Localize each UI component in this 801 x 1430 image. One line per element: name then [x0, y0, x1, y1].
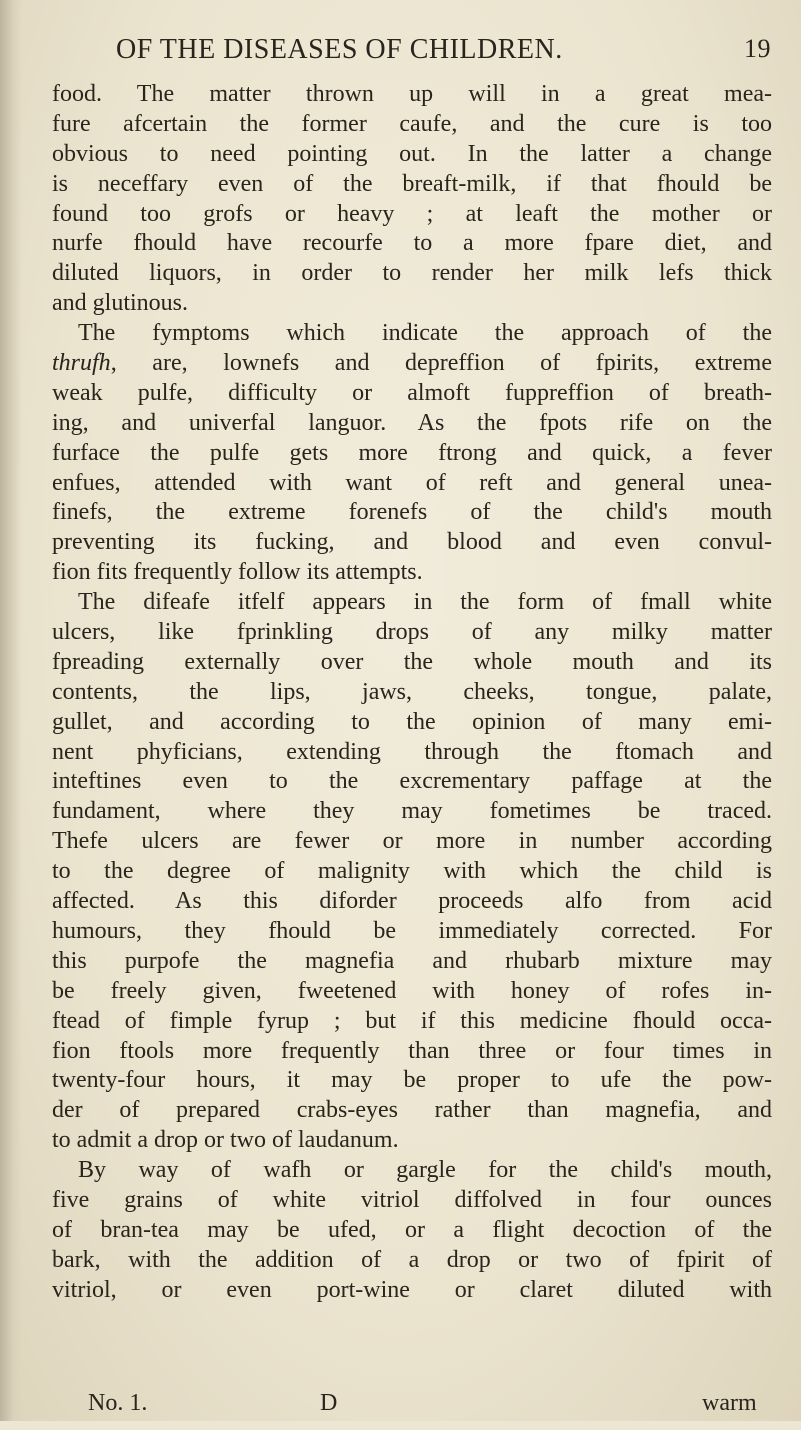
text-line: fpreading externally over the whole mouth and its	[52, 648, 772, 675]
gutter-shadow	[0, 0, 22, 1421]
text-line: fundament, where they may fometimes be traced.	[52, 798, 772, 825]
text-line: furface the pulfe gets more ftrong and quick, a fever	[52, 439, 772, 466]
running-head	[116, 34, 776, 70]
text-line: bark, with the addition of a drop or two of fpirit of	[52, 1246, 772, 1273]
page-number: 19	[744, 34, 771, 63]
text-line: ftead of fimple fyrup ; but if this medicine fhould occa-	[52, 1007, 772, 1034]
text-line: The difeafe itfelf appears in the form of fmall white	[78, 589, 772, 616]
text-line: By way of wafh or gargle for the child's mouth,	[78, 1157, 772, 1184]
text-line: fion fits frequently follow its attempts.	[52, 559, 423, 586]
text-line: Thefe ulcers are fewer or more in number according	[52, 828, 772, 855]
text-line: enfues, attended with want of reft and general unea-	[52, 469, 772, 496]
text-line: fion ftools more frequently than three or four times in	[52, 1037, 772, 1064]
text-line: and glutinous.	[52, 290, 188, 317]
text-line: five grains of white vitriol diffolved in four ounces	[52, 1186, 772, 1213]
text-line: affected. As this diforder proceeds alfo from acid	[52, 888, 772, 915]
text-line: food. The matter thrown up will in a great mea-	[52, 81, 772, 107]
italic-term: thrufh	[52, 350, 111, 377]
text-line: found too grofs or heavy ; at leaft the mother or	[52, 200, 772, 227]
text-line: fure afcertain the former caufe, and the cure is too	[52, 110, 772, 137]
text-line: contents, the lips, jaws, cheeks, tongue, palate,	[52, 678, 772, 705]
text-line: of bran-tea may be ufed, or a flight decoction of the	[52, 1216, 772, 1243]
text-line: twenty-four hours, it may be proper to ufe the pow-	[52, 1067, 772, 1094]
text-line: nent phyficians, extending through the ftomach and	[52, 738, 772, 765]
catchword: warm	[702, 1390, 757, 1416]
text-line: diluted liquors, in order to render her milk lefs thick	[52, 260, 772, 287]
text-line: inteftines even to the excrementary paffage at the	[52, 768, 772, 795]
text-line: be freely given, fweetened with honey of rofes in-	[52, 977, 772, 1004]
text-line: der of prepared crabs-eyes rather than magnefia, and	[52, 1097, 772, 1124]
text-line: finefs, the extreme forenefs of the child's mouth	[52, 499, 772, 526]
footer-catchline	[88, 1390, 778, 1430]
text-line: humours, they fhould be immediately corrected. For	[52, 917, 772, 944]
text-line: weak pulfe, difficulty or almoft fuppreffion of breath-	[52, 379, 772, 406]
text-line: nurfe fhould have recourfe to a more fpare diet, and	[52, 230, 772, 257]
text-line: is neceffary even of the breaft-milk, if that fhould be	[52, 170, 772, 197]
text-line: gullet, and according to the opinion of many emi-	[52, 708, 772, 735]
text-line: preventing its fucking, and blood and even convul-	[52, 529, 772, 556]
text-line: obvious to need pointing out. In the latter a change	[52, 140, 772, 167]
text-line: to the degree of malignity with which the child is	[52, 858, 772, 885]
text-line: to admit a drop or two of laudanum.	[52, 1127, 399, 1154]
text-line: ing, and univerfal languor. As the fpots rife on the	[52, 409, 772, 436]
body-text	[52, 80, 772, 1306]
text-line: thrufh, are, lownefs and depreffion of fpirits, extreme	[52, 350, 772, 377]
text-line: this purpofe the magnefia and rhubarb mixture may	[52, 947, 772, 974]
text-line: The fymptoms which indicate the approach of the	[78, 320, 772, 347]
running-head-title: OF THE DISEASES OF CHILDREN.	[116, 34, 563, 65]
text-line: vitriol, or even port-wine or claret diluted with	[52, 1276, 772, 1303]
signature-letter: D	[320, 1390, 338, 1416]
signature-number: No. 1.	[88, 1390, 148, 1416]
text-line: ulcers, like fprinkling drops of any milky matter	[52, 619, 772, 646]
